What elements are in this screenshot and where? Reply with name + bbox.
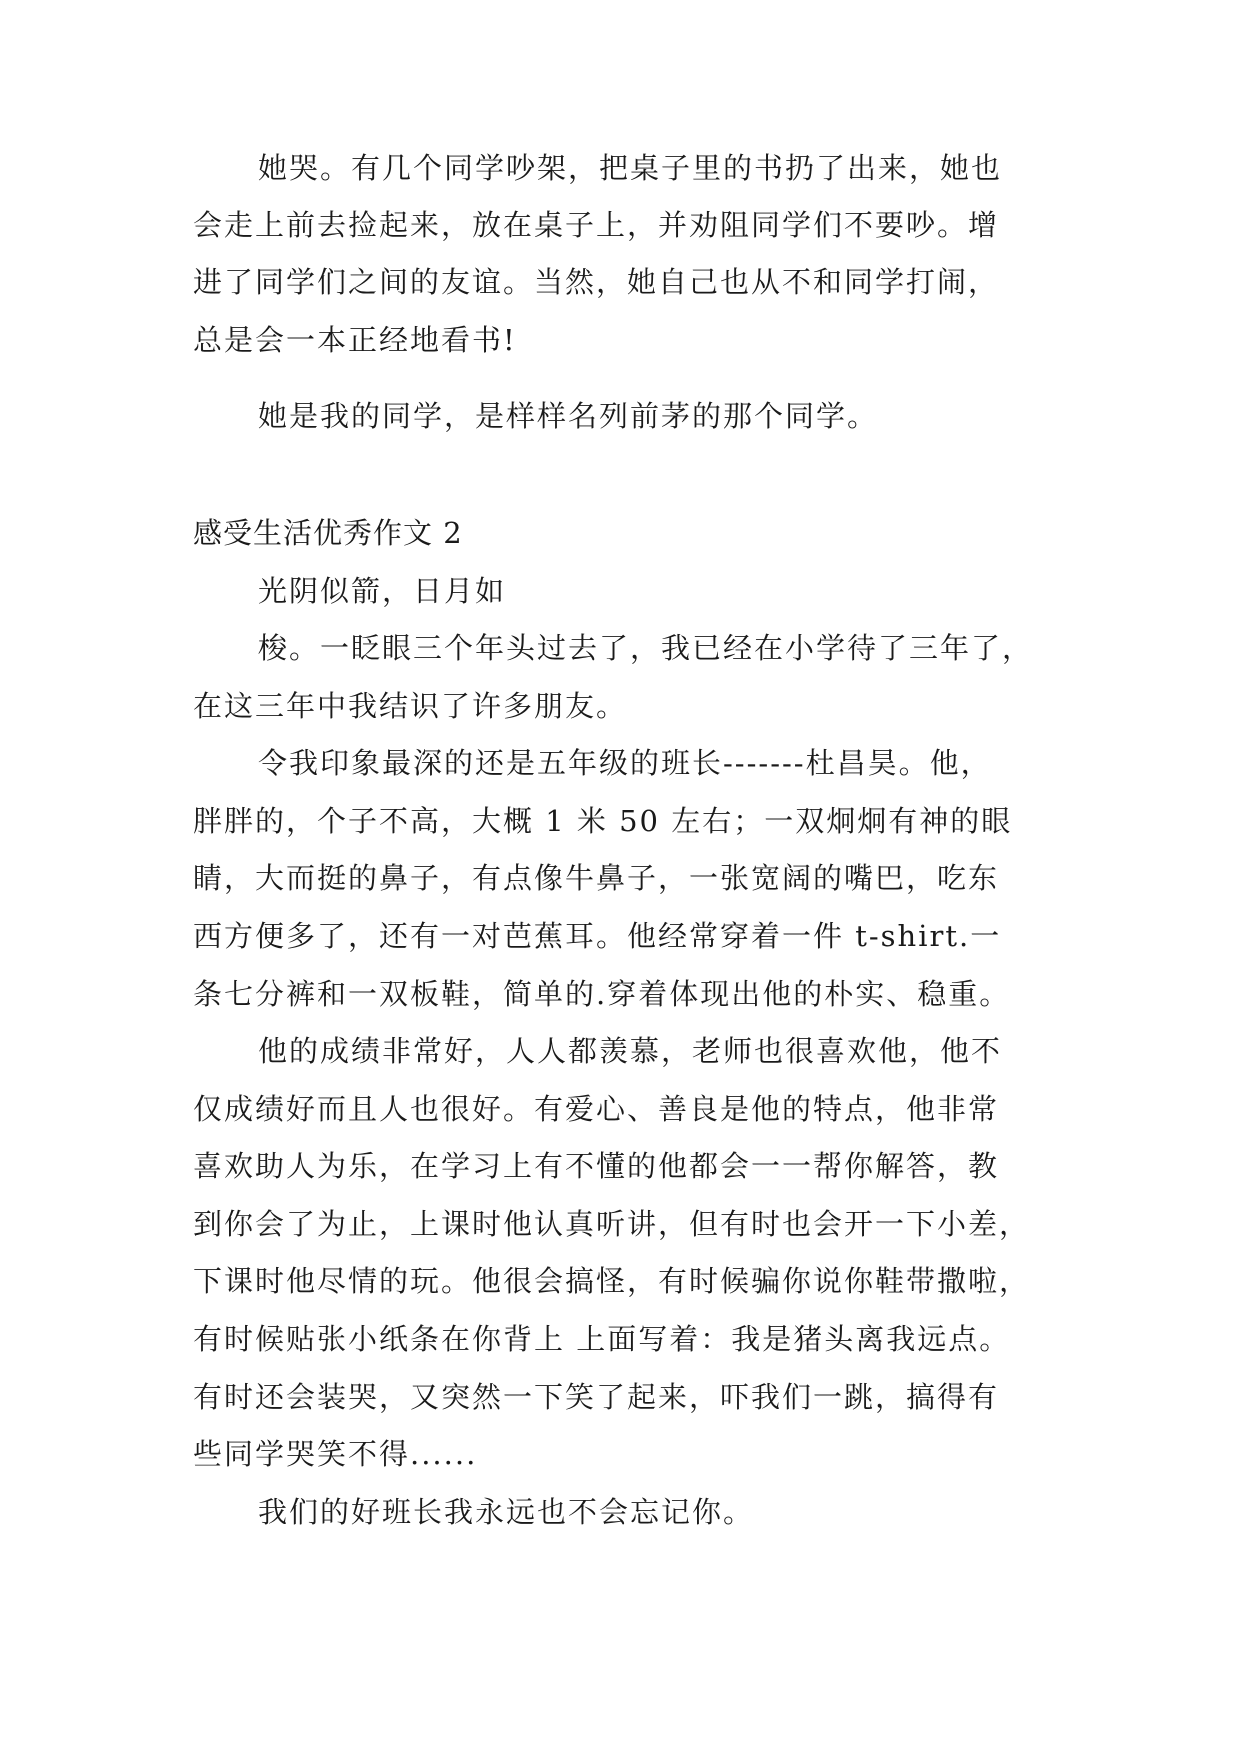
section-heading: 感受生活优秀作文 2: [193, 516, 463, 550]
text-line: 进了同学们之间的友谊。当然，她自己也从不和同学打闹，: [193, 265, 1000, 299]
text-line: 令我印象最深的还是五年级的班长-------杜昌昊。他，: [258, 746, 992, 780]
text-line: 梭。一眨眼三个年头过去了，我已经在小学待了三年了，: [258, 631, 1034, 665]
text-line: 有时候贴张小纸条在你背上 上面写着：我是猪头离我远点。: [193, 1322, 1011, 1356]
text-line: 总是会一本正经地看书!: [193, 323, 517, 357]
text-line: 有时还会装哭，又突然一下笑了起来，吓我们一跳，搞得有: [193, 1380, 1000, 1414]
text-line: 条七分裤和一双板鞋，简单的.穿着体现出他的朴实、稳重。: [193, 977, 1011, 1011]
text-line: 喜欢助人为乐，在学习上有不懂的他都会一一帮你解答，教: [193, 1149, 1000, 1183]
text-line: 她是我的同学，是样样名列前茅的那个同学。: [258, 399, 879, 433]
text-line: 她哭。有几个同学吵架，把桌子里的书扔了出来，她也: [258, 151, 1003, 185]
text-line: 光阴似箭，日月如: [258, 574, 507, 608]
text-line: 下课时他尽情的玩。他很会搞怪，有时候骗你说你鞋带撒啦，: [193, 1264, 1031, 1298]
text-line: 在这三年中我结识了许多朋友。: [193, 689, 628, 723]
text-line: 仅成绩好而且人也很好。有爱心、善良是他的特点，他非常: [193, 1092, 1000, 1126]
text-line: 西方便多了，还有一对芭蕉耳。他经常穿着一件 t-shirt.一: [193, 919, 1002, 953]
text-line: 他的成绩非常好，人人都羡慕，老师也很喜欢他，他不: [258, 1034, 1003, 1068]
text-line: 到你会了为止，上课时他认真听讲，但有时也会开一下小差，: [193, 1207, 1031, 1241]
text-line: 会走上前去捡起来，放在桌子上，并劝阻同学们不要吵。增: [193, 208, 1000, 242]
text-line: 些同学哭笑不得......: [193, 1437, 478, 1471]
text-line: 睛，大而挺的鼻子，有点像牛鼻子，一张宽阔的嘴巴，吃东: [193, 861, 1000, 895]
text-line: 我们的好班长我永远也不会忘记你。: [258, 1495, 755, 1529]
text-line: 胖胖的，个子不高，大概 1 米 50 左右；一双炯炯有神的眼: [193, 804, 1013, 838]
